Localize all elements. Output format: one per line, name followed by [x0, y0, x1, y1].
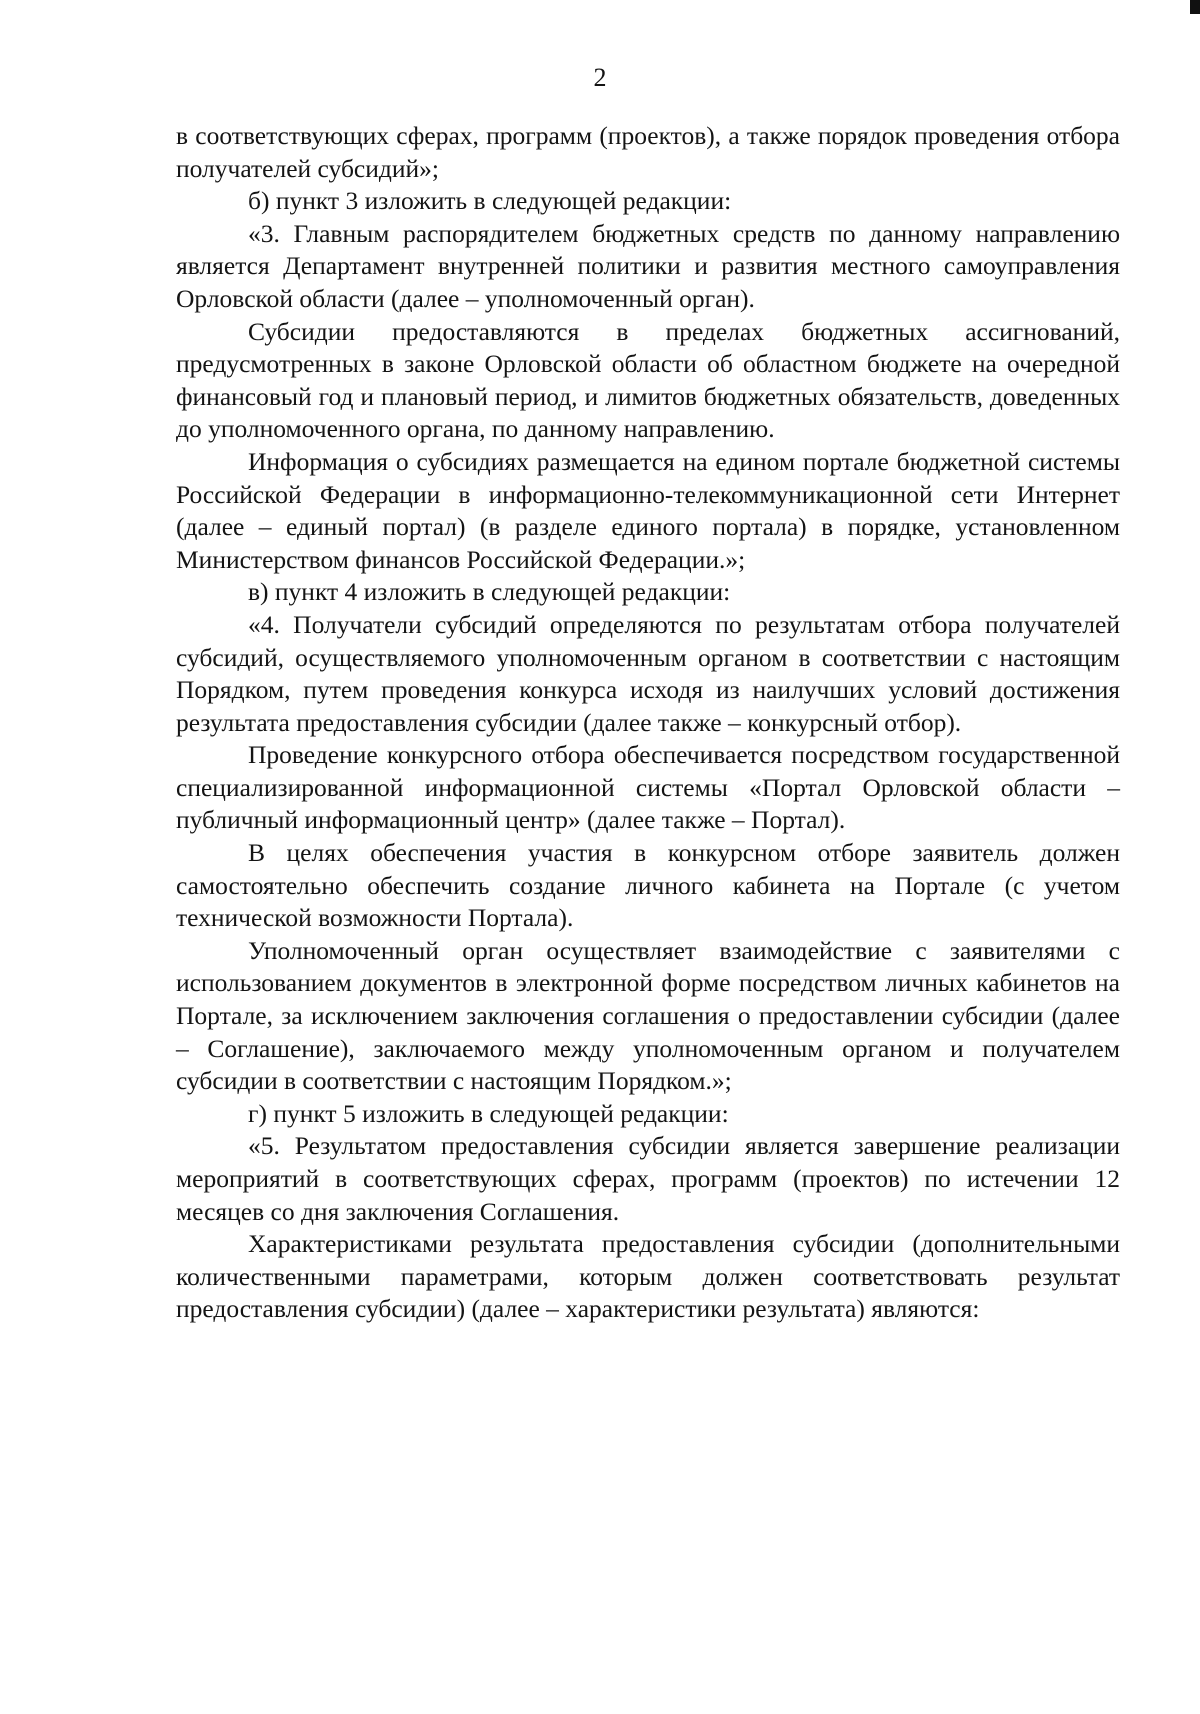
paragraph-result-characteristics: Характеристиками результата предоставления субсидии (дополнительными количественными параметрами, которым должен соответствовать результат предоставления субсидии) (далее – характеристики результата) являются: [176, 1229, 1120, 1324]
paragraph-clause-3: «3. Главным распорядителем бюджетных средств по данному направлению является Департамент внутренней политики и развития местного самоуправления Орловской области (далее – уполномоченный орган). [176, 218, 1120, 313]
paragraph-item-g: г) пункт 5 изложить в следующей редакции: [248, 1098, 729, 1128]
paragraph-subsidies-info: Информация о субсидиях размещается на едином портале бюджетной системы Российской Федерации в информационно-телекоммуникационной сети Интернет (далее – единый портал) (в разделе единого портала) в порядке, установленном Министерством финансов Российской Федерации.»; [176, 446, 1120, 574]
paragraph-item-v: в) пункт 4 изложить в следующей редакции: [248, 577, 731, 607]
paragraph-item-b: б) пункт 3 изложить в следующей редакции: [248, 186, 732, 216]
page-number: 2 [593, 63, 607, 92]
document-body [176, 120, 1120, 1326]
paragraph-clause-5: «5. Результатом предоставления субсидии является завершение реализации мероприятий в соответствующих сферах, программ (проектов) по истечении 12 месяцев со дня заключения Соглашения. [176, 1131, 1120, 1226]
scan-edge-mark [1190, 0, 1200, 14]
paragraph-continuation: в соответствующих сферах, программ (проектов), а также порядок проведения отбора получателей субсидий»; [176, 121, 1120, 183]
paragraph-subsidies-limits: Субсидии предоставляются в пределах бюджетных ассигнований, предусмотренных в законе Орловской области об областном бюджете на очередной финансовый год и плановый период, и лимитов бюджетных обязательств, доведенных до уполномоченного органа, по данному направлению. [176, 316, 1120, 444]
paragraph-interaction: Уполномоченный орган осуществляет взаимодействие с заявителями с использованием документов в электронной форме посредством личных кабинетов на Портале, за исключением заключения соглашения о предоставлении субсидии (далее – Соглашение), заключаемого между уполномоченным органом и получателем субсидии в соответствии с настоящим Порядком.»; [176, 935, 1120, 1096]
paragraph-personal-account: В целях обеспечения участия в конкурсном отборе заявитель должен самостоятельно обеспечить создание личного кабинета на Портале (с учетом технической возможности Портала). [176, 838, 1120, 933]
paragraph-clause-4: «4. Получатели субсидий определяются по результатам отбора получателей субсидий, осуществляемого уполномоченным органом в соответствии с настоящим Порядком, путем проведения конкурса исходя из наилучших условий достижения результата предоставления субсидии (далее также – конкурсный отбор). [176, 609, 1120, 737]
paragraph-portal: Проведение конкурсного отбора обеспечивается посредством государственной специализированной информационной системы «Портал Орловской области – публичный информационный центр» (далее также – Портал). [176, 740, 1120, 835]
